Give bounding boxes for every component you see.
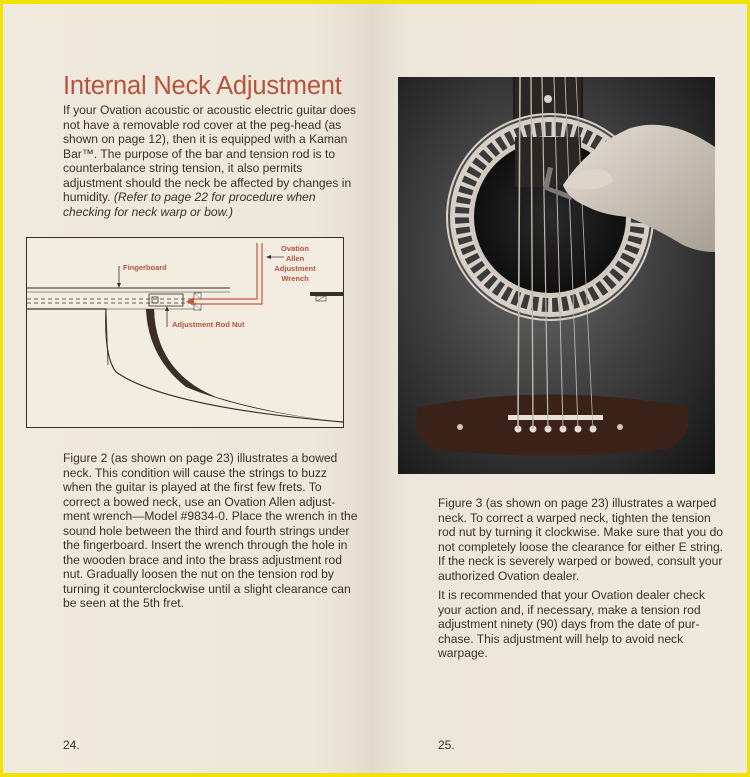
label-rod-nut: Adjustment Rod Nut <box>172 320 245 329</box>
bowed-neck-paragraph: Figure 2 (as shown on page 23) illustrates a bowed neck. This condition will cause the strings to buzz when the guitar is played at the first few frets. To correct a bowed neck, use an Ovation Allen adjust-ment wrench—Model #9834-0. Place the wrench in the sound hole between the third and fourth strings under the fingerboard. Insert the wrench through the hole in the wooden brace and into the brass adjustment rod nut. Gradually loosen the nut on the tension rod by turning it counterclockwise until a slight clearance can be seen at the 5th fret. <box>63 451 358 610</box>
page-title: Internal Neck Adjustment <box>63 72 342 100</box>
page-number-right: 25. <box>438 738 455 752</box>
label-fingerboard: Fingerboard <box>123 263 167 272</box>
page-number-left: 24. <box>63 738 80 752</box>
neck-cross-section-diagram <box>26 237 344 428</box>
dealer-recommendation-paragraph: It is recommended that your Ovation dealer check your action and, if necessary, make a tension rod adjustment ninety (90) days from the date of pur-chase. This adjustment will help to avoid neck warpage. <box>438 588 705 660</box>
intro-note: (Refer to page 22 for procedure when checking for neck warp or bow.) <box>63 190 316 219</box>
label-wrench-line-2: Allen <box>285 254 305 263</box>
label-wrench-line-4: Wrench <box>281 274 309 283</box>
intro-paragraph <box>63 103 359 219</box>
warped-neck-paragraph: Figure 3 (as shown on page 23) illustrates a warped neck. To correct a warped neck, tighten the tension rod nut by turning it clockwise. Make sure that you do not completely loose the clearance for either E string. If the neck is severely warped or bowed, consult your authorized Ovation dealer. <box>438 496 724 583</box>
guitar-soundhole-photo <box>398 77 715 474</box>
intro-text: If your Ovation acoustic or acoustic electric guitar does not have a removable rod cover at the peg-head (as shown on page 12), then it is equipped with a Kaman Bar™. The purpose of the bar and tension rod is to counterbalance string tension, it also permits adjustment should the neck be affected by changes in humidity. <box>63 103 357 204</box>
label-wrench-line-3: Adjustment <box>274 264 316 273</box>
label-wrench-line-1: Ovation <box>281 244 309 253</box>
